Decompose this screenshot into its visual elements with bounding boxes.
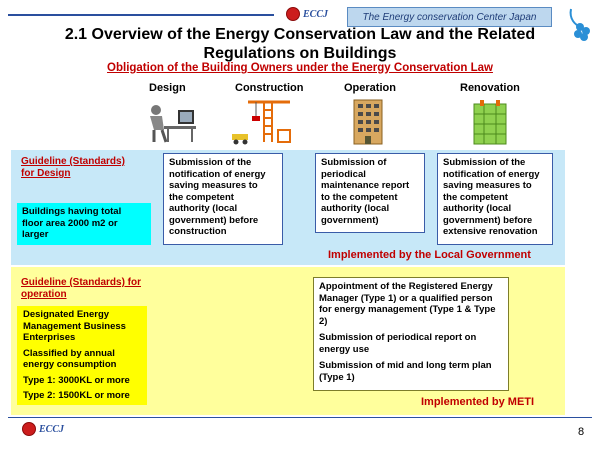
page-title-line2: Regulations on Buildings <box>203 45 397 62</box>
operation-maintenance-report-box: Submission of periodical maintenance report to the competent authority (local government) <box>315 153 425 233</box>
header-logo-text: ECCJ <box>303 8 329 20</box>
eccj-logo-icon <box>286 7 300 21</box>
building-renovation-icon <box>470 98 510 146</box>
header-rule-top <box>8 14 274 16</box>
phase-label-design: Design <box>149 82 186 94</box>
design-guideline-link[interactable]: Guideline (Standards) for Design <box>21 156 125 179</box>
footer-logo-text: ECCJ <box>39 423 65 435</box>
phase-label-construction: Construction <box>235 82 304 94</box>
org-name-badge: The Energy conservation Center Japan <box>347 7 552 27</box>
design-criteria-box: Buildings having total floor area 2000 m2 or larger <box>17 203 151 245</box>
page-number: 8 <box>578 426 585 438</box>
operation-guideline-link[interactable]: Guideline (Standards) for operation <box>21 277 142 300</box>
phase-label-renovation: Renovation <box>460 82 520 94</box>
header-logo <box>286 7 328 21</box>
office-building-icon <box>350 96 386 146</box>
renovation-notification-box: Submission of the notification of energy saving measures to the competent authority (local government) before extensive renovation <box>437 153 553 245</box>
type1-threshold: Type 1: 3000KL or more <box>23 374 130 386</box>
type2-threshold: Type 2: 1500KL or more <box>23 390 130 401</box>
page-title-line1: 2.1 Overview of the Energy Conservation Law and the Related <box>64 26 536 43</box>
implemented-by-local-government: Implemented by the Local Government <box>328 249 531 261</box>
phase-label-operation: Operation <box>344 82 396 94</box>
operation-criteria-box: Designated Energy Management Business Enterprises Classified by annual energy consumption Type 1: 3000KL or more Type 2: 1500KL or more <box>17 306 147 405</box>
construction-crane-icon <box>228 96 294 146</box>
operation-duties-box: Appointment of the Registered Energy Manager (Type 1) or a qualified person for energy management (Type 1 & Type 2) Submission of periodical report on energy use Submission of mid and long term plan (Type 1) <box>313 277 509 391</box>
eccj-footer-logo-icon <box>22 422 36 436</box>
implemented-by-meti: Implemented by METI <box>421 396 535 408</box>
footer-rule <box>8 417 592 418</box>
construction-notification-box: Submission of the notification of energy saving measures to the competent authority (local government) before construction <box>163 153 283 245</box>
person-at-desk-icon <box>142 100 202 145</box>
page-subtitle: Obligation of the Building Owners under the Energy Conservation Law <box>107 62 493 74</box>
footer-logo <box>22 422 64 436</box>
page-title <box>20 25 580 63</box>
